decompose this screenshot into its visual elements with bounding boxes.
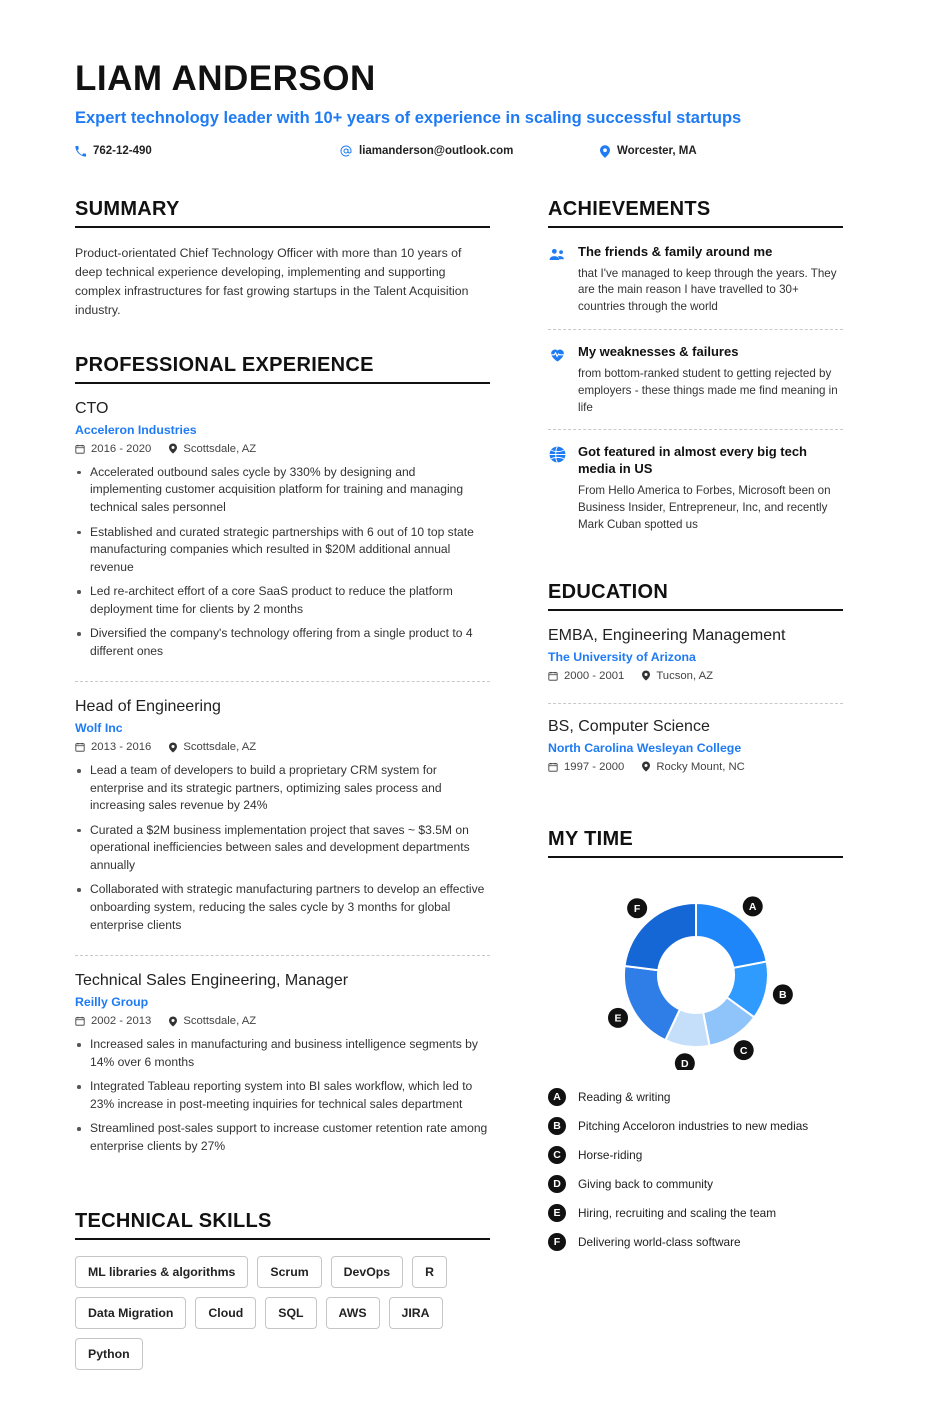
job-dates: 2016 - 2020 xyxy=(91,442,152,455)
donut-svg xyxy=(571,880,821,1070)
skill-chip: Cloud xyxy=(195,1297,256,1329)
job-bullets xyxy=(75,762,490,934)
summary-title: SUMMARY xyxy=(75,198,490,228)
donut-label-text: D xyxy=(680,1057,689,1070)
donut-label-text: B xyxy=(778,988,787,1001)
job-bullet: Diversified the company's technology offering from a single product to 4 different ones xyxy=(75,625,490,660)
job-role: CTO xyxy=(75,399,109,417)
experience-item xyxy=(75,400,490,682)
skill-chip: ML libraries & algorithms xyxy=(75,1256,248,1288)
achievement-title: The friends & family around me xyxy=(578,243,773,259)
job-bullet: Collaborated with strategic manufacturing partners to develop an effective onboarding system, reducing the sales cycle by 3 months for global enterprise clients xyxy=(75,881,490,934)
job-role: Technical Sales Engineering, Manager xyxy=(75,972,349,990)
experience-item xyxy=(75,698,490,956)
education-meta xyxy=(548,761,843,773)
education-degree: EMBA, Engineering Management xyxy=(548,626,786,644)
job-meta xyxy=(75,1015,490,1027)
job-bullet: Accelerated outbound sales cycle by 330% by designing and implementing customer acquisition platform for training and managing technical sales personnel xyxy=(75,464,490,517)
location-pin-icon xyxy=(600,145,610,158)
donut-label-text: E xyxy=(614,1012,622,1025)
education-item xyxy=(548,627,843,704)
legend-badge: D xyxy=(548,1175,566,1193)
section-education xyxy=(548,581,843,794)
legend-label: Delivering world-class software xyxy=(578,1234,741,1249)
summary-text: Product-orientated Chief Technology Officer with more than 10 years of deep technical experience developing, implementing and supporting complex infrastructures for fast growing startups in the Talent Acquisition industry. xyxy=(75,245,469,317)
education-school[interactable]: North Carolina Wesleyan College xyxy=(548,740,742,755)
contact-email[interactable] xyxy=(340,145,600,157)
contact-phone[interactable] xyxy=(75,145,340,157)
legend-label: Giving back to community xyxy=(578,1176,714,1191)
legend-badge: A xyxy=(548,1088,566,1106)
job-bullet: Established and curated strategic partnerships with 6 out of 10 top state manufacturing companies which resulted in $20M additional annual revenue xyxy=(75,524,490,577)
people-icon xyxy=(548,244,578,316)
globe-icon xyxy=(548,444,578,533)
job-dates: 2013 - 2016 xyxy=(91,741,152,754)
heartbeat-icon xyxy=(548,344,578,416)
donut-label-text: F xyxy=(633,902,640,915)
legend-badge: F xyxy=(548,1233,566,1251)
education-degree: BS, Computer Science xyxy=(548,717,710,735)
calendar-icon xyxy=(548,762,558,772)
contact-email-value: liamanderson@outlook.com xyxy=(359,145,514,158)
education-school[interactable]: The University of Arizona xyxy=(548,649,696,664)
contact-location xyxy=(600,145,697,158)
section-mytime xyxy=(548,828,843,1251)
job-company[interactable]: Acceleron Industries xyxy=(75,422,197,437)
skill-chip: SQL xyxy=(265,1297,316,1329)
legend-item xyxy=(548,1204,843,1222)
section-experience xyxy=(75,354,490,1176)
job-bullets xyxy=(75,464,490,660)
skill-chip: JIRA xyxy=(389,1297,443,1329)
skill-chip: Scrum xyxy=(257,1256,321,1288)
location-pin-icon xyxy=(642,670,650,681)
time-donut-chart xyxy=(548,880,843,1070)
education-location: Tucson, AZ xyxy=(656,669,714,682)
legend-item xyxy=(548,1088,843,1106)
achievement-item xyxy=(548,344,843,430)
section-achievements xyxy=(548,198,843,547)
legend-badge: C xyxy=(548,1146,566,1164)
achievement-item xyxy=(548,244,843,330)
legend-item xyxy=(548,1146,843,1164)
calendar-icon xyxy=(75,444,85,454)
job-meta xyxy=(75,443,490,455)
achievements-title: ACHIEVEMENTS xyxy=(548,198,843,228)
skill-chip: R xyxy=(412,1256,447,1288)
legend-label: Reading & writing xyxy=(578,1089,671,1104)
location-pin-icon xyxy=(169,742,177,753)
experience-item xyxy=(75,972,490,1176)
calendar-icon xyxy=(548,671,558,681)
legend-item xyxy=(548,1117,843,1135)
skills-list xyxy=(75,1256,490,1370)
job-dates: 2002 - 2013 xyxy=(91,1015,152,1028)
contact-location-value: Worcester, MA xyxy=(617,145,697,158)
left-column xyxy=(75,198,520,1404)
job-bullet: Integrated Tableau reporting system into BI sales workflow, which led to 23% increase in post-meeting inquiries for technical sales department xyxy=(75,1078,490,1113)
section-summary xyxy=(75,198,490,320)
job-bullets xyxy=(75,1036,490,1155)
location-pin-icon xyxy=(642,761,650,772)
job-company[interactable]: Wolf Inc xyxy=(75,721,123,736)
job-bullet: Increased sales in manufacturing and business intelligence segments by 14% over 6 months xyxy=(75,1036,490,1071)
section-skills xyxy=(75,1210,490,1370)
legend-badge: E xyxy=(548,1204,566,1222)
phone-icon xyxy=(75,146,86,157)
location-pin-icon xyxy=(169,443,177,454)
achievement-desc: that I've managed to keep through the years. They are the main reason I have travelled to 30+ countries through the world xyxy=(578,266,837,314)
calendar-icon xyxy=(75,742,85,752)
achievement-item xyxy=(548,444,843,546)
education-title: EDUCATION xyxy=(548,581,843,611)
calendar-icon xyxy=(75,1016,85,1026)
experience-title: PROFESSIONAL EXPERIENCE xyxy=(75,354,490,384)
education-item xyxy=(548,718,843,794)
job-location: Scottsdale, AZ xyxy=(183,741,257,754)
job-bullet: Lead a team of developers to build a proprietary CRM system for enterprise and its strategic partners, optimizing sales process and increasing sales revenue by 24% xyxy=(75,762,490,815)
skill-chip: Python xyxy=(75,1338,143,1370)
achievement-title: My weaknesses & failures xyxy=(578,344,739,360)
education-location: Rocky Mount, NC xyxy=(656,760,745,773)
donut-label-text: A xyxy=(748,900,757,913)
header xyxy=(75,60,865,158)
time-legend xyxy=(548,1088,843,1251)
legend-item xyxy=(548,1175,843,1193)
skill-chip: DevOps xyxy=(331,1256,403,1288)
skills-title: TECHNICAL SKILLS xyxy=(75,1210,490,1240)
job-company[interactable]: Reilly Group xyxy=(75,995,149,1010)
job-bullet: Streamlined post-sales support to increase customer retention rate among enterprise clients by 27% xyxy=(75,1120,490,1155)
legend-badge: B xyxy=(548,1117,566,1135)
page-title: LIAM ANDERSON xyxy=(75,59,376,98)
skill-chip: Data Migration xyxy=(75,1297,186,1329)
email-icon xyxy=(340,145,352,157)
legend-item xyxy=(548,1233,843,1251)
achievement-desc: from bottom-ranked student to getting rejected by employers - these things made me find meaning in life xyxy=(578,366,838,414)
donut-label-text: C xyxy=(739,1044,747,1057)
legend-label: Pitching Acceloron industries to new medias xyxy=(578,1118,809,1133)
headline: Expert technology leader with 10+ years of experience in scaling successful startups xyxy=(75,108,742,127)
job-location: Scottsdale, AZ xyxy=(183,442,257,455)
job-location: Scottsdale, AZ xyxy=(183,1015,257,1028)
achievement-desc: From Hello America to Forbes, Microsoft been on Business Insider, Entrepreneur, Inc, and recently Mark Cuban spotted us xyxy=(578,484,831,531)
job-bullet: Led re-architect effort of a core SaaS product to reduce the platform deployment time for clients by 2 months xyxy=(75,583,490,618)
job-bullet: Curated a $2M business implementation project that saves ~ $3.5M on operational inefficiencies between sales and development departments annually xyxy=(75,822,490,875)
contact-phone-value: 762-12-490 xyxy=(93,145,152,158)
right-column xyxy=(548,198,843,1404)
education-meta xyxy=(548,670,843,682)
content-columns xyxy=(75,198,865,1404)
contact-row xyxy=(75,145,865,158)
education-dates: 2000 - 2001 xyxy=(564,669,625,682)
skill-chip: AWS xyxy=(326,1297,380,1329)
achievement-title: Got featured in almost every big tech media in US xyxy=(578,444,807,477)
education-dates: 1997 - 2000 xyxy=(564,760,625,773)
legend-label: Hiring, recruiting and scaling the team xyxy=(578,1205,777,1220)
mytime-title: MY TIME xyxy=(548,828,843,858)
donut-slice xyxy=(624,965,680,1039)
location-pin-icon xyxy=(169,1016,177,1027)
job-meta xyxy=(75,741,490,753)
job-role: Head of Engineering xyxy=(75,698,221,716)
legend-label: Horse-riding xyxy=(578,1147,643,1162)
